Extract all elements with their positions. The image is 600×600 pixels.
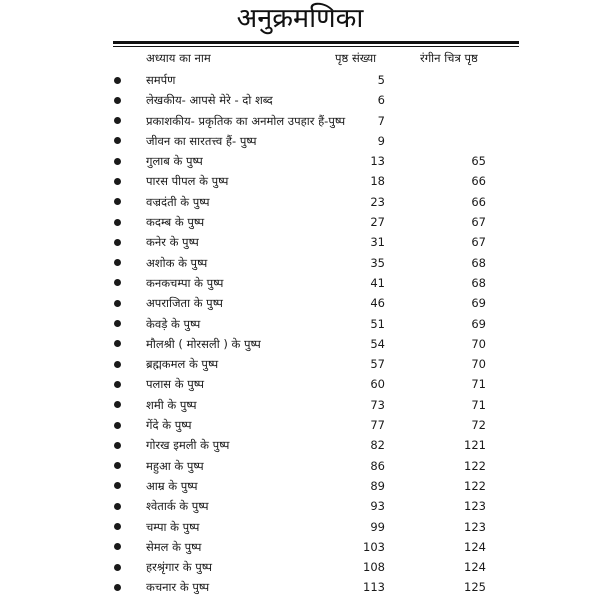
chapter-title: सेमल के पुष्प [146,539,202,554]
bullet-icon [114,77,121,84]
bullet-icon [114,259,121,266]
chapter-title: कनेर के पुष्प [146,235,199,250]
color-page-number: 69 [471,296,486,311]
color-page-number: 125 [464,580,486,595]
color-page-number: 123 [464,519,486,534]
bullet-icon [114,401,121,408]
chapter-title: लेखकीय- आपसे मेरे - दो शब्द [146,93,273,108]
column-header-chapter: अध्याय का नाम [146,51,211,65]
bullet-icon [114,340,121,347]
toc-row [0,435,600,455]
toc-row [0,374,600,394]
bullet-icon [114,523,121,530]
page-number: 13 [370,154,385,169]
chapter-title: अशोक के पुष्प [146,255,208,270]
page-number: 82 [370,438,385,453]
chapter-title: गुलाब के पुष्प [146,154,203,169]
toc-row [0,232,600,252]
toc-row [0,151,600,171]
page-number: 51 [370,316,385,331]
color-page-number: 70 [471,357,486,372]
toc-row [0,456,600,476]
page-number: 108 [363,560,385,575]
bullet-icon [114,361,121,368]
bullet-icon [114,219,121,226]
chapter-title: शमी के पुष्प [146,397,197,412]
bullet-icon [114,198,121,205]
toc-row [0,131,600,151]
color-page-number: 68 [471,255,486,270]
bullet-icon [114,422,121,429]
color-page-number: 124 [464,560,486,575]
page-number: 6 [377,93,385,108]
page-number: 31 [370,235,385,250]
page-number: 46 [370,296,385,311]
column-header-page: पृष्ठ संख्या [335,51,377,65]
toc-row [0,415,600,435]
bullet-icon [114,279,121,286]
page-number: 99 [370,519,385,534]
toc-list [0,70,600,598]
color-page-number: 69 [471,316,486,331]
color-page-number: 70 [471,336,486,351]
page-title: अनुक्रमणिका [236,3,364,34]
bullet-icon [114,381,121,388]
color-page-number: 123 [464,499,486,514]
chapter-title: चम्पा के पुष्प [146,519,200,534]
header-rule-thick [113,41,519,44]
chapter-title: समर्पण [146,73,176,87]
header-rule-thin [113,46,519,47]
bullet-icon [114,158,121,165]
chapter-title: गोरख इमली के पुष्प [146,438,230,453]
toc-row [0,192,600,212]
color-page-number: 72 [471,418,486,433]
bullet-icon [114,320,121,327]
bullet-icon [114,239,121,246]
page-number: 93 [370,499,385,514]
toc-row [0,577,600,597]
toc-row [0,253,600,273]
chapter-title: केवड़े के पुष्प [146,316,201,331]
bullet-icon [114,137,121,144]
color-page-number: 71 [471,377,486,392]
toc-row [0,354,600,374]
toc-row [0,496,600,516]
page-number: 23 [370,194,385,209]
chapter-title: गेंदे के पुष्प [146,418,192,433]
bullet-icon [114,117,121,124]
chapter-title: हरश्रृंगार के पुष्प [146,560,213,575]
toc-row [0,293,600,313]
bullet-icon [114,97,121,104]
bullet-icon [114,178,121,185]
chapter-title: श्वेतार्क के पुष्प [146,499,209,514]
toc-row [0,334,600,354]
page-number: 89 [370,478,385,493]
page-number: 60 [370,377,385,392]
page-number: 77 [370,418,385,433]
color-page-number: 66 [471,174,486,189]
bullet-icon [114,564,121,571]
chapter-title: मौलश्री ( मोरसली ) के पुष्प [146,336,261,351]
chapter-title: ब्रह्मकमल के पुष्प [146,357,219,372]
column-header-color-page: रंगीन चित्र पृष्ठ [420,51,478,65]
page-number: 7 [377,113,385,128]
toc-row [0,171,600,191]
color-page-number: 66 [471,194,486,209]
chapter-title: वज्रदंती के पुष्प [146,194,210,209]
bullet-icon [114,462,121,469]
toc-row [0,212,600,232]
page-number: 57 [370,357,385,372]
page-number: 35 [370,255,385,270]
chapter-title: कचनार के पुष्प [146,580,210,595]
bullet-icon [114,300,121,307]
toc-row [0,395,600,415]
toc-row [0,537,600,557]
page-number: 18 [370,174,385,189]
chapter-title: आम्र के पुष्प [146,478,198,493]
toc-row [0,517,600,537]
chapter-title: जीवन का सारतत्त्व हैं- पुष्प [146,133,257,148]
color-page-number: 65 [471,154,486,169]
chapter-title: कदम्ब के पुष्प [146,215,205,230]
color-page-number: 67 [471,215,486,230]
color-page-number: 124 [464,539,486,554]
toc-row [0,90,600,110]
chapter-title: पलास के पुष्प [146,377,204,392]
page-number: 113 [363,580,385,595]
page-number: 41 [370,275,385,290]
page-number: 54 [370,336,385,351]
bullet-icon [114,442,121,449]
bullet-icon [114,584,121,591]
chapter-title: प्रकाशकीय- प्रकृतिक का अनमोल उपहार हैं-पुष्प [146,113,346,128]
chapter-title: अपराजिता के पुष्प [146,296,223,311]
toc-row [0,557,600,577]
chapter-title: कनकचम्पा के पुष्प [146,275,224,290]
color-page-number: 67 [471,235,486,250]
toc-row [0,70,600,90]
page-number: 5 [377,73,385,87]
color-page-number: 122 [464,458,486,473]
bullet-icon [114,543,121,550]
chapter-title: महुआ के पुष्प [146,458,204,473]
toc-row [0,111,600,131]
page-number: 27 [370,215,385,230]
toc-row [0,476,600,496]
bullet-icon [114,503,121,510]
color-page-number: 71 [471,397,486,412]
color-page-number: 68 [471,275,486,290]
toc-row [0,314,600,334]
color-page-number: 121 [464,438,486,453]
page-number: 9 [377,133,385,148]
chapter-title: पारस पीपल के पुष्प [146,174,229,189]
page-number: 73 [370,397,385,412]
toc-row [0,273,600,293]
page-number: 86 [370,458,385,473]
page-number: 103 [363,539,385,554]
bullet-icon [114,482,121,489]
color-page-number: 122 [464,478,486,493]
